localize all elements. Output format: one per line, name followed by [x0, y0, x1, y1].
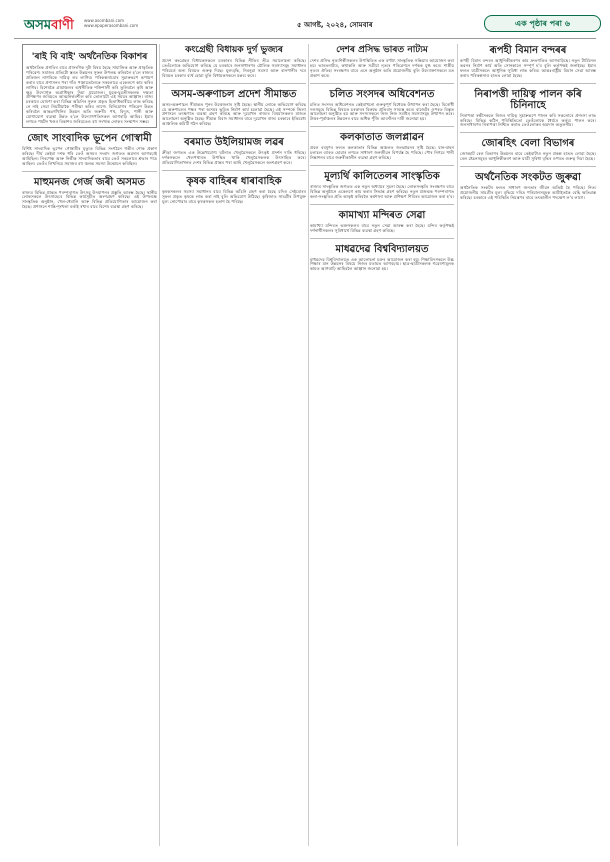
- article-headline: কলকাতাত জলপ্লাৱন: [340, 132, 424, 144]
- article-body: জোৰহাট ৰেল বিভাগৰ উন্নয়নৰ বাবে কেইবাটাও নতুন প্ৰকল্প হাতত লোৱা হৈছে। ৰেল ষ্টেচনসমূহৰ আধুনিকীকৰণ আৰু যাত্ৰী সুবিধা বৃদ্ধিৰ ওপৰত গুৰুত্ব দিয়া হৈছে।: [460, 151, 596, 162]
- website-line: www.epaperasombani.com: [84, 23, 139, 28]
- article-body: বিশিষ্ট সাংবাদিক ভূপেন গোস্বামীৰ মৃত্যুত বিভিন্ন সংগঠনে গভীৰ শোক প্ৰকাশ কৰিছে। দীৰ্ঘ কেইবা দশক ধৰি তেওঁ অসমৰ সংবাদ জগতত অৱদান আগবঢ়াই আহিছিল। নিৰপেক্ষ আৰু নিৰ্ভীক সাংবাদিকতাৰ বাবে তেওঁ সকলোৰে শ্ৰদ্ধাৰ পাত্ৰ আছিল। তেওঁৰ লিখনিয়ে সমাজৰ বহু জ্বলন্ত সমস্যা উন্মোচন কৰিছিল।: [22, 145, 157, 166]
- column-2: [162, 40, 306, 852]
- article-headline: 'ৰাই বি বাই' অৰ্থনৈতিক বিকাশৰ: [31, 52, 148, 62]
- article-headline: নিৰাপত্তী দায়িত্ব পালন কৰি চিনিনাহে: [474, 88, 582, 111]
- article-headline: কৃষক বাহিৰৰ ধাৰাবাহিক: [186, 175, 282, 187]
- article-headline: মাধৱদেৱ বিশ্ববিদ্যালয়ত: [335, 243, 429, 255]
- article-body: অসম-অৰুণাচল সীমান্তত পুনৰ উত্তেজনাৰ সৃষ্টি হৈছে। স্থানীয় লোকে অভিযোগ কৰিছে যে অৰুণাচলৰ পক্ষৰ পৰা অসমৰ ভূমিত নিৰ্মাণ কাৰ্য চলোৱা হৈছে। এই সম্পৰ্কে জিলা প্ৰশাসনে তৎক্ষণাত ব্যৱস্থা গ্ৰহণ কৰিছে আৰু দুয়োখন ৰাজ্যৰ বিষয়াসকলৰ মাজত আলোচনা অনুষ্ঠিত হৈছে। সীমান্ত বিবাদ সমাধানৰ বাবে দুয়োখন ৰাজ্য চৰকাৰে ইতিমধ্যে আঞ্চলিক কমিটি গঠন কৰিছে।: [162, 101, 306, 127]
- page-tag-label: এক পৃষ্ঠাৰ পৰা: [515, 19, 562, 28]
- website-line: www.asombani.com: [84, 18, 125, 23]
- article-body: মাধৱদেৱ বিশ্ববিদ্যালয়ত এক আলোচনা চক্ৰৰ আয়োজন কৰা হয়। শিক্ষাবিদসকলে উচ্চ শিক্ষাৰ মান উন্নয়নৰ বিষয়ে নিজৰ মতামত আগবঢ়ায়। ছাত্ৰ-ছাত্ৰীসকলক গৱেষণামূলক কামত আগবাঢ়ি আহিবলৈ আহ্বান জনোৱা হয়।: [310, 256, 454, 272]
- article-body: ক্ৰীড়া জগতত এক উল্লেখযোগ্য ঘটনাত খেলুৱৈসকলে উৎকৃষ্ট প্ৰদৰ্শন দাঙি ধৰিছে। দৰ্শকসকলে খেলপথাৰত উপস্থিত থাকি খেলুৱৈসকলক উৎসাহিত কৰে। প্ৰতিযোগিতাখনত দেশৰ বিভিন্ন প্ৰান্তৰ পৰা আহি খেলুৱৈসকলে অংশগ্ৰহণ কৰে।: [162, 150, 306, 165]
- masthead: [14, 8, 596, 39]
- article-body: অৰ্থনৈতিক প্ৰগতিৰ বাবে প্ৰাসংগিক দুটা বিষয় হৈছে সামাজিক আৰু প্ৰাকৃতিক পৰিৱেশ। সমাজৰ প্ৰতিটো স্তৰত উন্নয়নৰ সুফল উপলব্ধ কৰিবলৈ হ'লে ৰাজ্যৰ প্ৰতিজন নাগৰিকে দায়িত্ব লব লাগিব। পৰিকল্পনাবোৰ সুচাৰুৰূপে ৰূপায়ণ কৰাৰ বাবে প্ৰশাসনৰ পৰা গাঁও পঞ্চায়তলৈকে সকলোৱে একেলগে কাম কৰিব লাগিব। বিশেষকৈ গ্ৰামাঞ্চলৰ অৰ্থনীতিক শক্তিশালী কৰি তুলিবলৈ কৃষি আৰু ক্ষুদ্ৰ উদ্যোগক অগ্ৰাধিকাৰ দিয়া প্ৰয়োজন। যুৱক-যুৱতীসকলক দক্ষতা প্ৰশিক্ষণৰ জৰিয়তে আত্মনিৰ্ভৰশীল কৰি তোলাটো এই সময়ৰ আহ্বান। ৰাজ্য চৰকাৰে ঘোষণা কৰা বিভিন্ন আঁচনিৰ সুফল প্ৰকৃত হিতাধিকাৰীয়ে লাভ কৰিছে নে নাই সেয়া নিয়মীয়াকৈ পৰীক্ষা কৰিব লাগে। বিনিয়োগৰ পৰিৱেশ উন্নত কৰিবলৈ আন্তঃগাঁথনিৰ উন্নয়ন অতি জৰুৰী। পথ, বিদ্যুৎ, পানী আৰু যোগাযোগ ব্যৱস্থা উন্নত হ'লে উদ্যোগপতিসকল আগবাঢ়ি আহিব। ইয়াৰ লগতে পৰ্যটন খণ্ডৰ বিকাশৰ জৰিয়তেও বহু সংখ্যক লোকৰ সংস্থাপন সম্ভৱ।: [26, 65, 153, 124]
- column-3: [310, 40, 454, 852]
- article-body: কামাখ্যা মন্দিৰত ভক্তসকলৰ বাবে নতুন সেৱা আৰম্ভ কৰা হৈছে। মন্দিৰ কৰ্তৃপক্ষই দৰ্শনাৰ্থীসকলৰ সুবিধাৰ্থে বিভিন্ন ব্যৱস্থা গ্ৰহণ কৰিছে।: [310, 222, 454, 233]
- article-headline: অৰ্থনৈতিক সংকটত জুৰুৱা: [475, 172, 581, 184]
- logo-part-a: অসম: [24, 18, 52, 33]
- article-headline: কামাখ্যা মন্দিৰত সেৱা: [338, 209, 426, 221]
- article-body: অৰ্থনৈতিক সংকটৰ ফলত সাধাৰণ জনতাৰ জীৱন অতিষ্ঠ হৈ পৰিছে। নিত্য প্ৰয়োজনীয় সামগ্ৰীৰ মূল্য বৃদ্ধিয়ে দৰিদ্ৰ পৰিয়ালসমূহক আটাইতকৈ বেছি ক্ষতিগ্ৰস্ত কৰিছে। চৰকাৰে এই পৰিস্থিতি নিয়ন্ত্ৰণৰ বাবে তৎকালীন পদক্ষেপ ল'ব লাগে।: [460, 185, 596, 200]
- article-body: দেশৰ প্ৰসিদ্ধ নৃত্যশিল্পীসকলৰ উপস্থিতিত এক বৰ্ণাঢ্য সাংস্কৃতিক সন্ধিয়াৰ আয়োজন কৰা হয়। ভাৰতনাট্যম, কথাকলি আৰু সত্ৰীয়া নৃত্যৰ পৰিৱেশনে দৰ্শকক মুগ্ধ কৰে। শাস্ত্ৰীয় নৃত্যৰ ঐতিহ্য সংৰক্ষণৰ বাবে এনে অনুষ্ঠান অতি প্ৰয়োজনীয় বুলি উদ্যোক্তাসকলে মত প্ৰকাশ কৰে।: [310, 58, 454, 78]
- column-1: [22, 40, 157, 852]
- article-headline: অসম-অৰুণাচল প্ৰদেশ সীমান্তত: [171, 88, 297, 100]
- page-number: ৬: [564, 19, 570, 28]
- article-headline: কংগ্ৰেছী বিধায়ক দুৰ্গ ভুজ্যৰ: [185, 45, 283, 55]
- article-body: নিৰাপত্তা ৰক্ষীসকলে নিজৰ দায়িত্ব সুচাৰুৰূপে পালন কৰি সকলোৰে প্ৰশংসা লাভ কৰিছে। বিভিন্ন কঠিন পৰিস্থিতিতো তেওঁলোকে ধৈৰ্যৰে কৰ্তব্য পালন কৰে। জনসাধাৰণৰ নিৰাপত্তা নিশ্চিত কৰাত তেওঁলোকৰ অৱদান অতুলনীয়।: [460, 112, 596, 128]
- article-body: প্ৰদেশ কংগ্ৰেছৰ বিধায়কসকলে চৰকাৰৰ বিভিন্ন নীতিৰ তীব্ৰ সমালোচনা কৰিছে। তেওঁলোকে অভিযোগ কৰিছে যে চৰকাৰে জনসাধাৰণৰ মৌলিক সমস্যাসমূহ সমাধানৰ পৰিৱৰ্তে অন্য বিষয়ত গুৰুত্ব দিছে। মূল্যবৃদ্ধি, নিবনুৱা সমস্যা আৰু বানপানীৰ দৰে বিষয়ত চৰকাৰ ব্যৰ্থ হোৱা বুলি বিধায়কসকলে মন্তব্য কৰে।: [162, 58, 306, 78]
- article-headline: বৰমাত উইলিয়ামজ লৱৰ: [184, 137, 284, 149]
- article-headline: ৰূপহী বিমান বন্দৰৰ: [489, 45, 567, 56]
- newspaper-logo: [24, 16, 74, 37]
- article-headline: চলিত সংসদৰ অধিবেশনত: [329, 88, 435, 100]
- article-headline: দেশৰ প্ৰসিদ্ধ ভাৰত নাট্যম: [336, 45, 428, 55]
- article-body: কৃষকসকলৰ সমস্যা সমাধানৰ বাবে বিভিন্ন আঁচনি গ্ৰহণ কৰা হৈছে যদিও সেইবোৰৰ সুফল প্ৰকৃত কৃষকে লাভ কৰা নাই বুলি অভিযোগ উঠিছে। কৃষিজাত সামগ্ৰীৰ উপযুক্ত মূল্য নোপোৱাৰ বাবে কৃষকসকল হতাশ হৈ পৰিছে।: [162, 188, 306, 204]
- column-4: [460, 40, 596, 852]
- article-body: চলিত সংসদৰ অধিবেশনত কেইবাখনো গুৰুত্বপূৰ্ণ বিধেয়ক উত্থাপন কৰা হৈছে। বিৰোধী দলসমূহে বিভিন্ন বিষয়ত চৰকাৰৰ বিৰুদ্ধে প্ৰতিবাদ সাব্যস্ত কৰে। বাজেটৰ ওপৰত বিস্তৃত আলোচনা অনুষ্ঠিত হয় আৰু সদস্যসকলে নিজ নিজ সমষ্টিৰ সমস্যাসমূহ উত্থাপন কৰে। উত্তৰ-পূৰ্বাঞ্চলৰ উন্নয়নৰ বাবে অধিক পুঁজি আবণ্টনৰ দাবী জনোৱা হয়।: [310, 101, 454, 122]
- column-divider: [159, 44, 160, 846]
- website-lines: [84, 18, 138, 28]
- article-body: ৰাজ্যৰ বিভিন্ন প্ৰান্তত পৰম্পৰাগত উৎসৱ উদযাপনৰ প্ৰস্তুতি আৰম্ভ হৈছে। স্থানীয় লোকসকলে উৎসাহেৰে বিভিন্ন কাৰ্যসূচীত অংশগ্ৰহণ কৰিছে। এই উপলক্ষে সাংস্কৃতিক অনুষ্ঠান, খেল-ধেমালি আৰু বিভিন্ন প্ৰতিযোগিতাৰ আয়োজন কৰা হৈছে। প্ৰশাসনে শান্তি-শৃংখলা বৰ্তাই ৰখাৰ বাবে বিশেষ ব্যৱস্থা গ্ৰহণ কৰিছে।: [22, 189, 157, 210]
- article-body: ৰাজ্যৰ সাংস্কৃতিক জগতত এক নতুন অধ্যায়ৰ সূচনা হৈছে। লোকসংস্কৃতি সংৰক্ষণৰ বাবে বিভিন্ন অনুষ্ঠানে একেলগে কাম কৰাৰ সিদ্ধান্ত গ্ৰহণ কৰিছে। নতুন প্ৰজন্মক পৰম্পৰাগত কলা-সংস্কৃতিৰ প্ৰতি আকৃষ্ট কৰিবলৈ কৰ্মশালা আৰু প্ৰশিক্ষণ শিবিৰৰ আয়োজন কৰা হ'ব।: [310, 183, 454, 199]
- column-divider: [308, 44, 309, 846]
- page-tag: [484, 15, 601, 32]
- column-divider: [457, 44, 458, 846]
- issue-date: ৫ আগষ্ট, ২০২৪, সোমবাৰ: [297, 21, 373, 29]
- article-headline: মাহুমনজ গেৰ্জ জৰী অসমত: [33, 176, 146, 188]
- article-body: প্ৰবল বৰষুণৰ ফলত কলকাতাৰ বিভিন্ন অঞ্চলত জলপ্লাৱনৰ সৃষ্টি হৈছে। যান-বাহন চলাচল ব্যাহত হোৱাৰ লগতে সাধাৰণ জনজীৱন বিপৰ্যস্ত হৈ পৰিছে। পৌৰ নিগমে পানী নিষ্কাশনৰ বাবে জৰুৰীকালীন ব্যৱস্থা গ্ৰহণ কৰিছে।: [310, 145, 454, 161]
- article-headline: জোৎ সাংবাদিক ভূপেন গোস্বামী: [27, 132, 152, 144]
- article-box: [22, 44, 157, 128]
- article-body: ৰূপহী বিমান বন্দৰৰ আধুনিকীকৰণৰ কাম দ্ৰুতগতিত আগবাঢ়িছে। নতুন টাৰ্মিনেল ভৱনৰ নিৰ্মাণ কাৰ্য অতি সোনকালে সম্পূৰ্ণ হ'ব বুলি কৰ্তৃপক্ষই জনাইছে। ইয়াৰ ফলত যাত্ৰীসকলে আধুনিক সুবিধা লাভ কৰিব। আন্তঃৰাষ্ট্ৰীয় বিমান সেৱা আৰম্ভ কৰাৰ পৰিকল্পনাও হাতত লোৱা হৈছে।: [460, 58, 596, 78]
- article-headline: জোৰহিৎ বেলা বিভাগৰ: [481, 138, 575, 150]
- article-headline: মূল্যৰ্থি কালিতেলৰ সাংস্কৃতিক: [324, 170, 440, 182]
- logo-part-b: বাণী: [51, 18, 74, 33]
